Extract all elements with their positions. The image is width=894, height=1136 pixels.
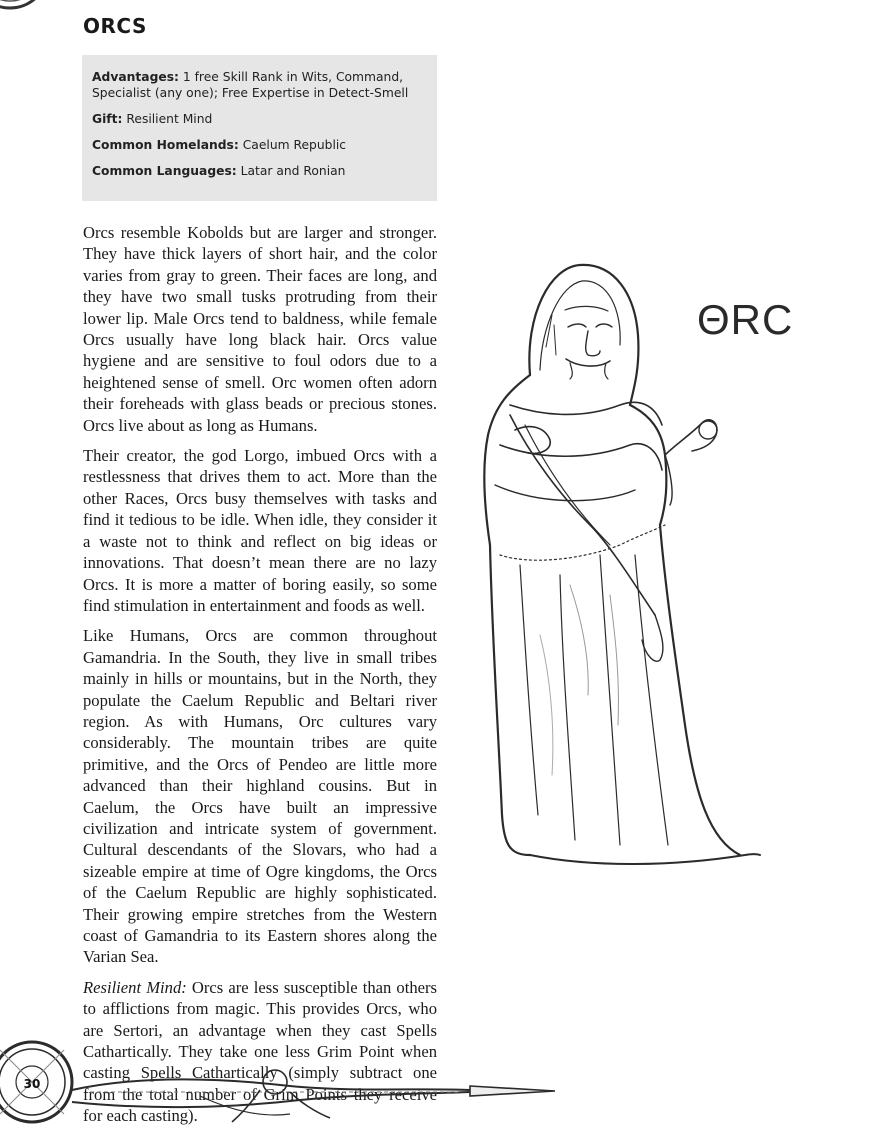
stat-label: Common Homelands: xyxy=(92,138,239,152)
stat-gift xyxy=(92,111,427,127)
stat-value: Caelum Republic xyxy=(242,138,347,152)
orc-woman-illustration xyxy=(470,255,790,880)
stat-label: Common Languages: xyxy=(92,164,237,178)
stat-value: Resilient Mind xyxy=(126,112,213,126)
resilient-mind-text: Orcs are less susceptible than others to afflictions from magic. This provides Orcs, who are Sertori, an advantage when they cast Spells Cathartically. They take one less Grim Point when casting Spells Cathartically (simply subtract one from the total number of Grim Points they receive for each casting). xyxy=(83,977,437,1126)
stat-value: 1 free Skill Rank in Wits, Command, Specialist (any one); Free Expertise in Detect-Smell xyxy=(92,70,409,100)
stat-homelands xyxy=(92,137,427,153)
body-text xyxy=(83,222,437,1136)
stat-value: Latar and Ronian xyxy=(240,164,346,178)
race-stats-box xyxy=(82,55,437,201)
stat-label: Gift: xyxy=(92,112,123,126)
figure-label: ΘRC xyxy=(697,296,794,343)
stat-languages xyxy=(92,163,427,179)
resilient-mind-label: Resilient Mind: xyxy=(83,977,187,997)
body-paragraph: Orcs resemble Kobolds but are larger and stronger. They have thick layers of short hair, and the color varies from gray to green. Their faces are long, and they have two small tusks protruding from their lower lip. Male Orcs tend to baldness, while female Orcs usually have long black hair. Orcs value hygiene and are sensitive to foul odors due to a heightened sense of smell. Orc women often adorn their foreheads with glass beads or precious stones. Orcs live about as long as Humans. xyxy=(83,223,437,435)
section-title: ORCS xyxy=(83,14,147,38)
corner-seal-ornament xyxy=(0,0,50,15)
page-number: 30 xyxy=(23,1077,41,1091)
body-paragraph: Their creator, the god Lorgo, imbued Orcs with a restlessness that drives them to act. More than the other Races, Orcs busy themselves with tasks and find it tedious to be idle. When idle, they consider it a waste not to think and reflect on big ideas or innovations. That doesn’t mean there are no lazy Orcs. It is more a matter of boring easily, so some find stimulation in entertainment and foods as well. xyxy=(83,446,437,615)
stat-label: Advantages: xyxy=(92,70,179,84)
stat-advantages xyxy=(92,69,427,101)
body-paragraph: Like Humans, Orcs are common throughout Gamandria. In the South, they live in small tribes mainly in hills or mountains, but in the North, they populate the Caelum Republic and Beltari river region. As with Humans, Orc cultures vary considerably. The mountain tribes are quite primitive, and the Orcs of Pendeo are little more advanced than their highland cousins. But in Caelum, the Orcs have built an impressive civilization and intricate system of government. Cultural descendants of the Slovars, who had a sizeable empire at time of Ogre kingdoms, the Orcs of the Caelum Republic are highly sophisticated. Their growing empire stretches from the Western coast of Gamandria to its Eastern shores along the Varian Sea. xyxy=(83,626,437,967)
footer-dagger-ornament xyxy=(0,1030,600,1127)
